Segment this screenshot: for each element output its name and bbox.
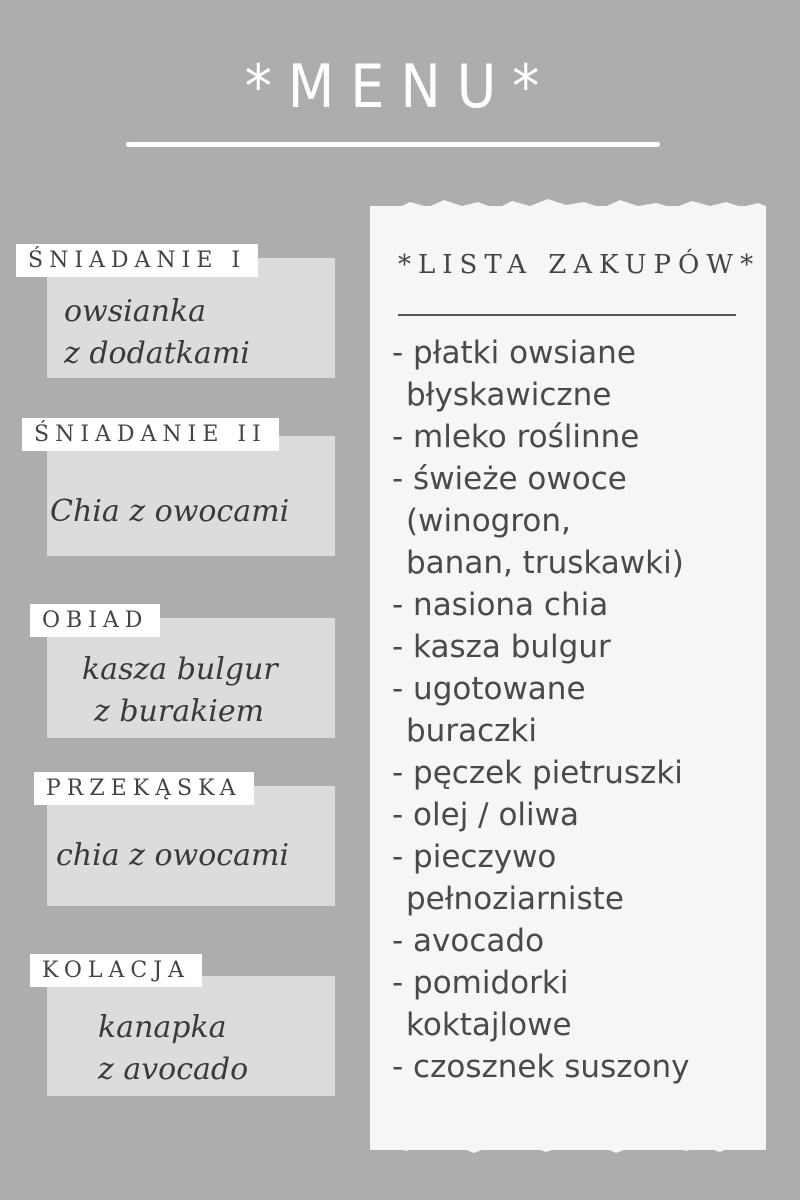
shopping-list bbox=[392, 332, 762, 1088]
torn-edge-top bbox=[370, 196, 766, 218]
shopping-list-underline bbox=[398, 314, 736, 316]
meal-dish-snack: chia z owocami bbox=[56, 838, 290, 873]
shopping-list-title: *LISTA ZAKUPÓW* bbox=[398, 250, 761, 280]
meal-label-lunch: OBIAD bbox=[30, 604, 160, 637]
meal-dish-lunch-line2: z burakiem bbox=[94, 694, 265, 729]
meal-dish-dinner-line2: z avocado bbox=[98, 1052, 249, 1087]
meal-label-snack: PRZEKĄSKA bbox=[34, 772, 254, 805]
torn-edge-bottom bbox=[370, 1136, 766, 1158]
list-item: pełnoziarniste bbox=[406, 881, 624, 917]
list-item: - olej / oliwa bbox=[392, 797, 579, 833]
list-item: - nasiona chia bbox=[392, 587, 609, 623]
meal-dish-breakfast-1-line2: z dodatkami bbox=[64, 336, 250, 371]
list-item: - czosznek suszony bbox=[392, 1049, 690, 1085]
list-item: - mleko roślinne bbox=[392, 419, 640, 455]
list-item: - kasza bulgur bbox=[392, 629, 611, 665]
list-item: błyskawiczne bbox=[406, 377, 612, 413]
menu-title: *MENU* bbox=[244, 52, 556, 122]
meal-dish-breakfast-1-line1: owsianka bbox=[64, 294, 207, 329]
list-item: buraczki bbox=[406, 713, 537, 749]
list-item: - pomidorki bbox=[392, 965, 569, 1001]
list-item: koktajlowe bbox=[406, 1007, 572, 1043]
list-item: banan, truskawki) bbox=[406, 545, 684, 581]
meal-label-dinner: KOLACJA bbox=[30, 954, 202, 987]
title-underline bbox=[126, 142, 660, 147]
meal-label-breakfast-2: ŚNIADANIE II bbox=[22, 418, 279, 451]
meal-dish-dinner-line1: kanapka bbox=[98, 1010, 227, 1045]
list-item: (winogron, bbox=[406, 503, 571, 539]
list-item: - ugotowane bbox=[392, 671, 586, 707]
meal-dish-lunch-line1: kasza bulgur bbox=[82, 652, 278, 687]
list-item: - świeże owoce bbox=[392, 461, 627, 497]
meal-dish-breakfast-2: Chia z owocami bbox=[50, 494, 290, 529]
list-item: - pieczywo bbox=[392, 839, 557, 875]
list-item: - płatki owsiane bbox=[392, 335, 636, 371]
list-item: - pęczek pietruszki bbox=[392, 755, 683, 791]
meal-label-breakfast-1: ŚNIADANIE I bbox=[16, 244, 258, 277]
list-item: - avocado bbox=[392, 923, 545, 959]
